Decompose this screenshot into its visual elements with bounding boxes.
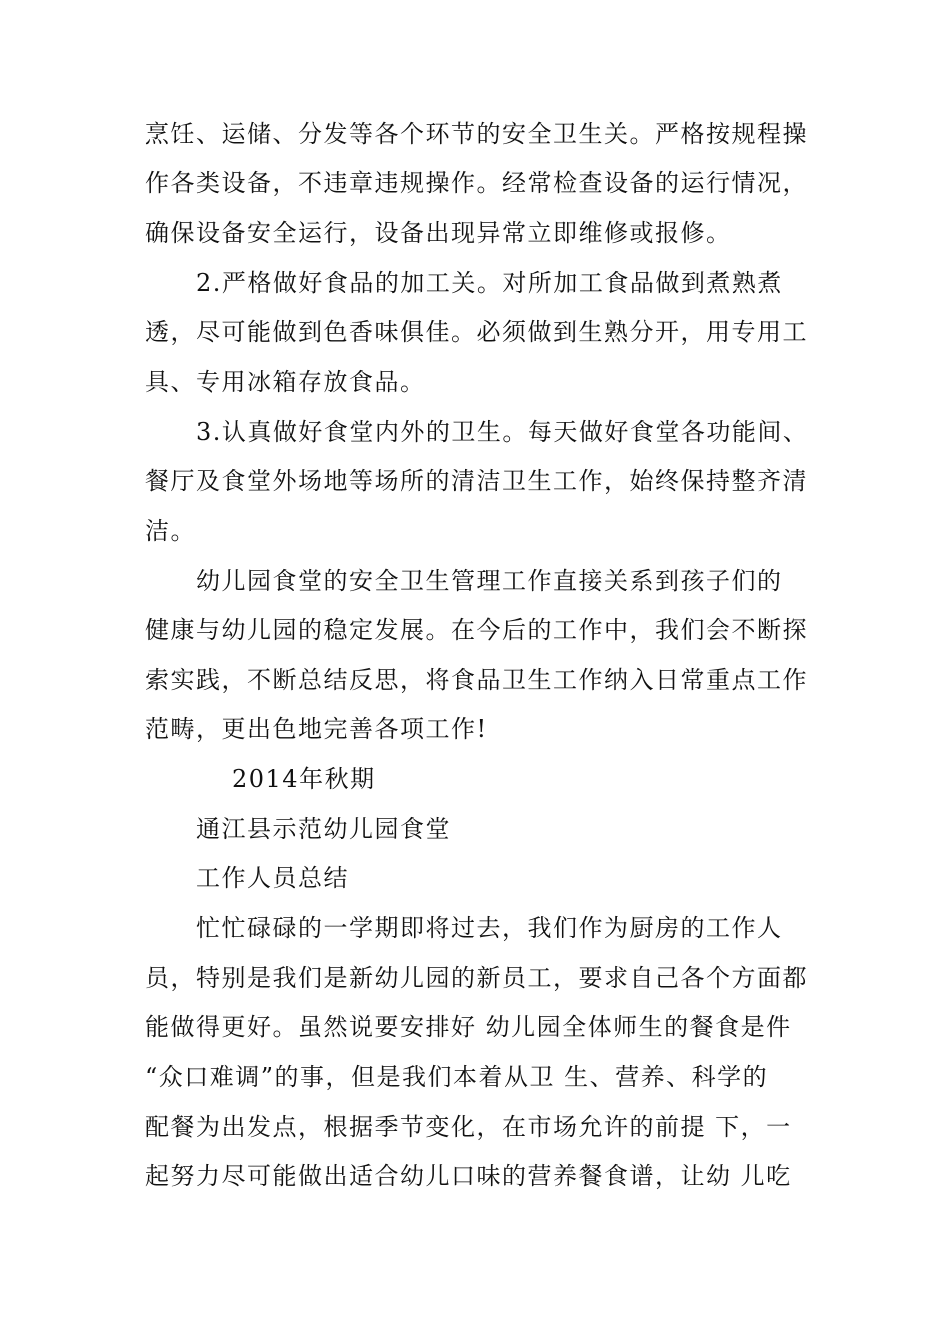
text-line: 配餐为出发点，根据季节变化，在市场允许的前提 下，一 [145,1113,792,1141]
text-line: 具、专用冰箱存放食品。 [145,368,426,396]
text-line: 作各类设备，不违章违规操作。经常检查设备的运行情况， [145,169,808,197]
text-line: 确保设备安全运行，设备出现异常立即维修或报修。 [145,219,732,247]
text-line: 餐厅及食堂外场地等场所的清洁卫生工作，始终保持整齐清 [145,467,808,495]
text-line: 烹饪、运储、分发等各个环节的安全卫生关。严格按规程操 [145,120,808,148]
text-line: 范畴，更出色地完善各项工作! [145,715,488,743]
text-line: 索实践，不断总结反思，将食品卫生工作纳入日常重点工作 [145,666,808,694]
text-line: 洁。 [145,517,196,545]
text-line: “众口难调”的事，但是我们本着从卫 生、营养、科学的 [145,1063,769,1091]
text-line: 能做得更好。虽然说要安排好 幼儿园全体师生的餐食是件 [145,1013,792,1041]
section-title: 工作人员总结 [196,864,349,892]
text-line: 起努力尽可能做出适合幼儿口味的营养餐食谱，让幼 儿吃 [145,1162,792,1190]
text-line: 健康与幼儿园的稳定发展。在今后的工作中，我们会不断探 [145,616,808,644]
text-line: 透，尽可能做到色香味俱佳。必须做到生熟分开，用专用工 [145,318,808,346]
date-line: 2014年秋期 [232,765,376,793]
text-line: 幼儿园食堂的安全卫生管理工作直接关系到孩子们的 [196,567,783,595]
organization-line: 通江县示范幼儿园食堂 [196,815,451,843]
text-line: 3.认真做好食堂内外的卫生。每天做好食堂各功能间、 [196,418,809,446]
text-line: 2.严格做好食品的加工关。对所加工食品做到煮熟煮 [196,269,783,297]
text-line: 员，特别是我们是新幼儿园的新员工，要求自己各个方面都 [145,964,808,992]
text-line: 忙忙碌碌的一学期即将过去，我们作为厨房的工作人 [196,914,783,942]
